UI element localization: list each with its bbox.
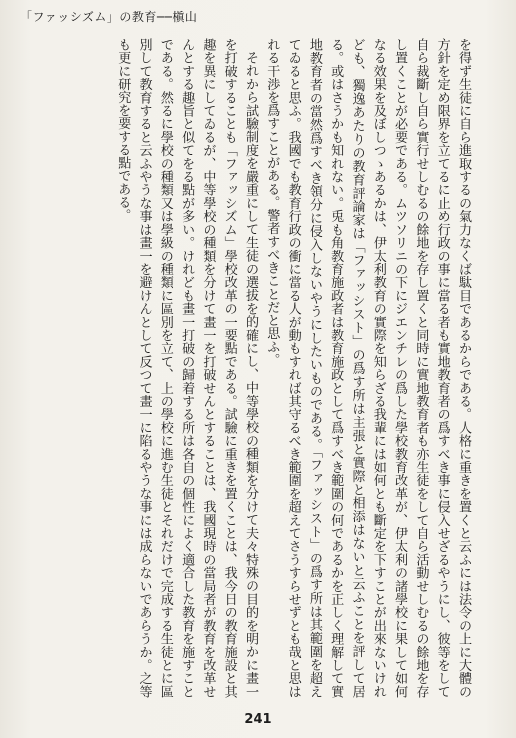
paragraph-1: を得ず生徒に自ら進取するの氣力なくば駄目であるからである。人格に重きを置くと云ふには法令の上に大體の方針を定め限界を立てるに止め行政の事に當る者も實地教育者の爲すべき事に侵入せざるやうにし、彼等をして自ら裁斷し自ら實行せしむるの餘地を存し置くと同時に實地教育者も亦生徒をして自ら活動せしむるの餘地を存し置くことが必要である。ムツソリニの下にジエンチレの爲した學校教育改革が、伊太利の諸學校に果して如何なる效果を及ぼしつゝあるかは、伊太利教育の實際を知らざる我輩には如何とも斷定を下すことが出來ないけれども、獨逸あたりの教育評論家は「ファッシスト」の爲す所は主張と實際と相添はないと云ふことを評して居る。或はさうかも知れない。兎も角教育施政者は教育施政として爲すべき範圍の何であるかを正しく理解して實地教育者の當然爲すべき領分に侵入しないやうにしたいものである。「ファッシスト」の爲す所は其範圍を超えてゐると思ふ。我國でも教育行政の衝に當る人が動もすれば其守るべき範圍を超えてさうすらせずとも哉と思はれる干渉を爲すことがある。警者すべきことだと思ふ。 <box>264 38 471 698</box>
paragraph-2: それから試驗制度を嚴重にして生徒の選拔を的確にし、中等學校の種類を分けて夫々特殊の目的を明かに畫一を打破することも「ファッシズム」學校改革の一要點である。試驗に重きを置くことは、我今日の教育施設と其趣を異にしてゐるが、中等學校の種類を分けて畫一を打破せんとすることは、我國現時の當局者が教育を改革せんとする趣旨と似てをる點が多い。けれども畫一打破の歸着する所は各自の個性によく適合した教育を施すことである。然るに學校の種類又は學級の種類に區別を立て、上の學校に進む生徒とそれだけで完成する生徒とに區別して教育すると云ふやうな事は畫一を避けんとして反つて畫一に陷るやうな事には成らないであらうか。之等も更に研究を要する點である。 <box>115 38 259 698</box>
page-number: 241 <box>244 712 272 727</box>
body-text <box>24 38 474 698</box>
running-header: 「ファッシズム」の教育──槇山 <box>20 10 198 24</box>
